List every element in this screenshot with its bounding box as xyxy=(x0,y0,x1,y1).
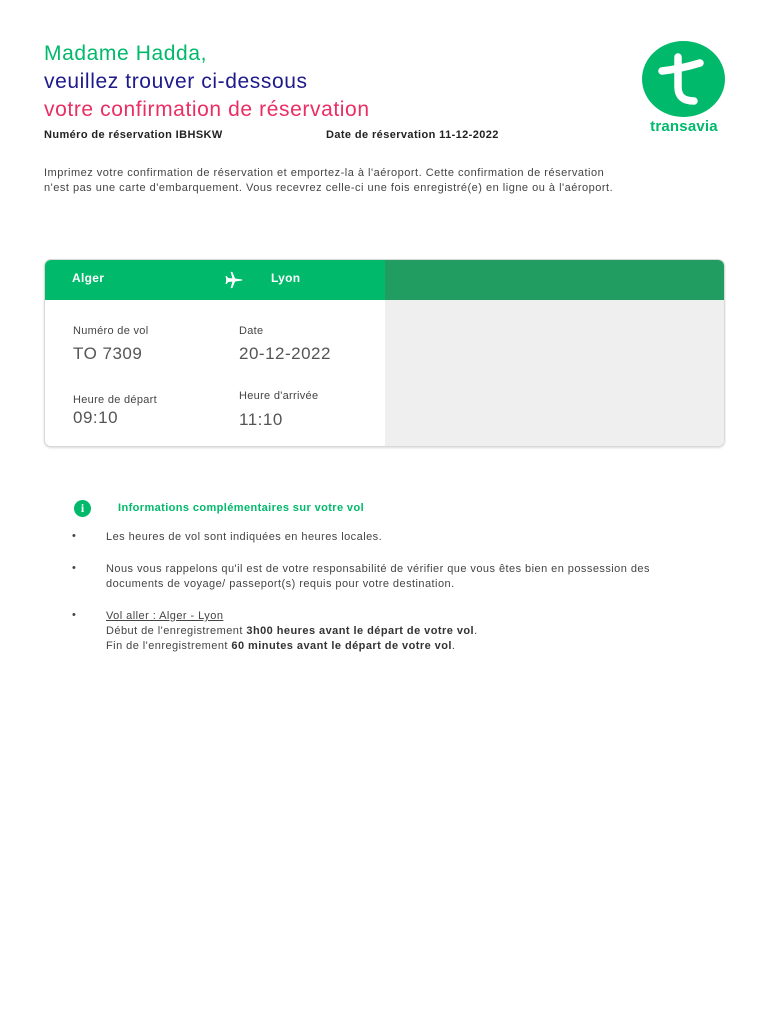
info-item-local-times: Les heures de vol sont indiquées en heures locales. xyxy=(106,531,383,543)
flight-date: 20-12-2022 xyxy=(239,344,331,363)
greeting-name: Madame Hadda, xyxy=(44,42,208,65)
logo-wordmark: transavia xyxy=(650,118,718,135)
departure-time: 09:10 xyxy=(73,408,119,427)
greeting-line-3: votre confirmation de réservation xyxy=(44,98,370,121)
info-icon: i xyxy=(74,500,91,517)
checkin-start-time: 3h00 heures avant le départ de votre vol xyxy=(246,625,475,637)
airplane-icon xyxy=(223,269,245,291)
info-item-documents: Nous vous rappelons qu'il est de votre responsabilité de vérifier que vous êtes bien en possession des documents de voyage/ passeport(s) requis pour votre destination. xyxy=(106,563,650,590)
info-title: Informations complémentaires sur votre vol xyxy=(118,502,365,514)
flight-card-header-right xyxy=(385,260,724,300)
reservation-number: Numéro de réservation IBHSKW xyxy=(44,129,223,141)
destination-city: Lyon xyxy=(271,271,301,285)
flight-card-side-panel xyxy=(385,300,724,446)
checkin-start-prefix: Début de l'enregistrement xyxy=(106,625,247,637)
checkin-start-period: . xyxy=(474,625,478,637)
flight-card xyxy=(44,259,725,447)
intro-paragraph: Imprimez votre confirmation de réservation et emportez-la à l'aéroport. Cette confirmation de réservation n'est pas une carte d'embarquement. Vous recevrez celle-ci une fois enregistré(e) en ligne ou à l'aéroport. xyxy=(44,167,614,194)
logo-t-icon xyxy=(642,41,725,117)
checkin-end-time: 60 minutes avant le départ de votre vol xyxy=(231,640,452,652)
departure-label: Heure de départ xyxy=(73,394,157,406)
arrival-time: 11:10 xyxy=(239,410,283,429)
info-item-checkin xyxy=(106,609,706,654)
origin-city: Alger xyxy=(72,271,105,285)
reservation-date: Date de réservation 11-12-2022 xyxy=(326,129,499,141)
flight-number: TO 7309 xyxy=(73,344,143,363)
flight-number-label: Numéro de vol xyxy=(73,325,149,337)
checkin-end-period: . xyxy=(451,640,456,652)
route-text: Vol aller : Alger - Lyon xyxy=(106,610,224,622)
bullet-2: • xyxy=(72,562,76,574)
bullet-1: • xyxy=(72,530,76,542)
bullet-3: • xyxy=(72,609,76,621)
flight-card-header xyxy=(45,260,385,300)
greeting-line-2: veuillez trouver ci-dessous xyxy=(44,70,308,93)
checkin-end-prefix: Fin de l'enregistrement xyxy=(106,640,232,652)
arrival-label: Heure d'arrivée xyxy=(239,390,319,402)
greeting xyxy=(44,40,370,124)
date-label: Date xyxy=(239,325,264,337)
transavia-logo xyxy=(638,40,730,136)
